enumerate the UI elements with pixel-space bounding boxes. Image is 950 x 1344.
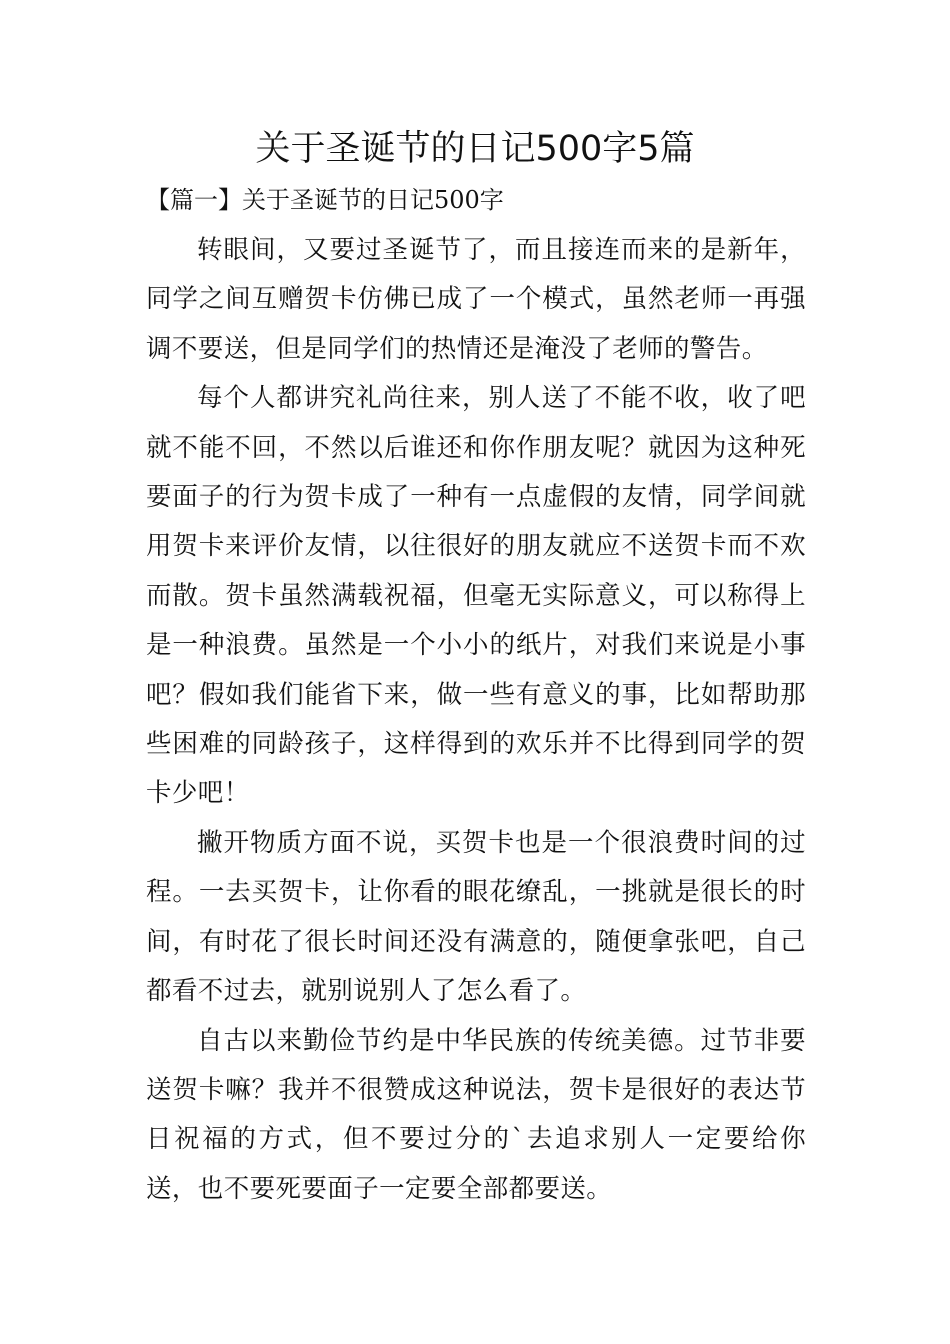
paragraph-3: 撇开物质方面不说，买贺卡也是一个很浪费时间的过程。一去买贺卡，让你看的眼花缭乱，一挑就是很长的时间，有时花了很长时间还没有满意的，随便拿张吧，自己都看不过去，就别说别人了怎么看了。 bbox=[146, 827, 806, 1007]
document-title: 关于圣诞节的日记500字5篇 bbox=[255, 129, 695, 169]
section-heading: 【篇一】关于圣诞节的日记500字 bbox=[146, 186, 504, 214]
paragraph-1: 转眼间，又要过圣诞节了，而且接连而来的是新年，同学之间互赠贺卡仿佛已成了一个模式，虽然老师一再强调不要送，但是同学们的热情还是淹没了老师的警告。 bbox=[146, 235, 806, 364]
document-body bbox=[146, 226, 806, 1214]
paragraph-4: 自古以来勤俭节约是中华民族的传统美德。过节非要送贺卡嘛？我并不很赞成这种说法，贺卡是很好的表达节日祝福的方式，但不要过分的`去追求别人一定要给你送，也不要死要面子一定要全部都要送。 bbox=[146, 1025, 806, 1204]
paragraph-2: 每个人都讲究礼尚往来，别人送了不能不收，收了吧就不能不回，不然以后谁还和你作朋友呢？就因为这种死要面子的行为贺卡成了一种有一点虚假的友情，同学间就用贺卡来评价友情，以往很好的朋友就应不送贺卡而不欢而散。贺卡虽然满载祝福，但毫无实际意义，可以称得上是一种浪费。虽然是一个小小的纸片，对我们来说是小事吧？假如我们能省下来，做一些有意义的事，比如帮助那些困难的同龄孩子，这样得到的欢乐并不比得到同学的贺卡少吧！ bbox=[146, 383, 806, 809]
